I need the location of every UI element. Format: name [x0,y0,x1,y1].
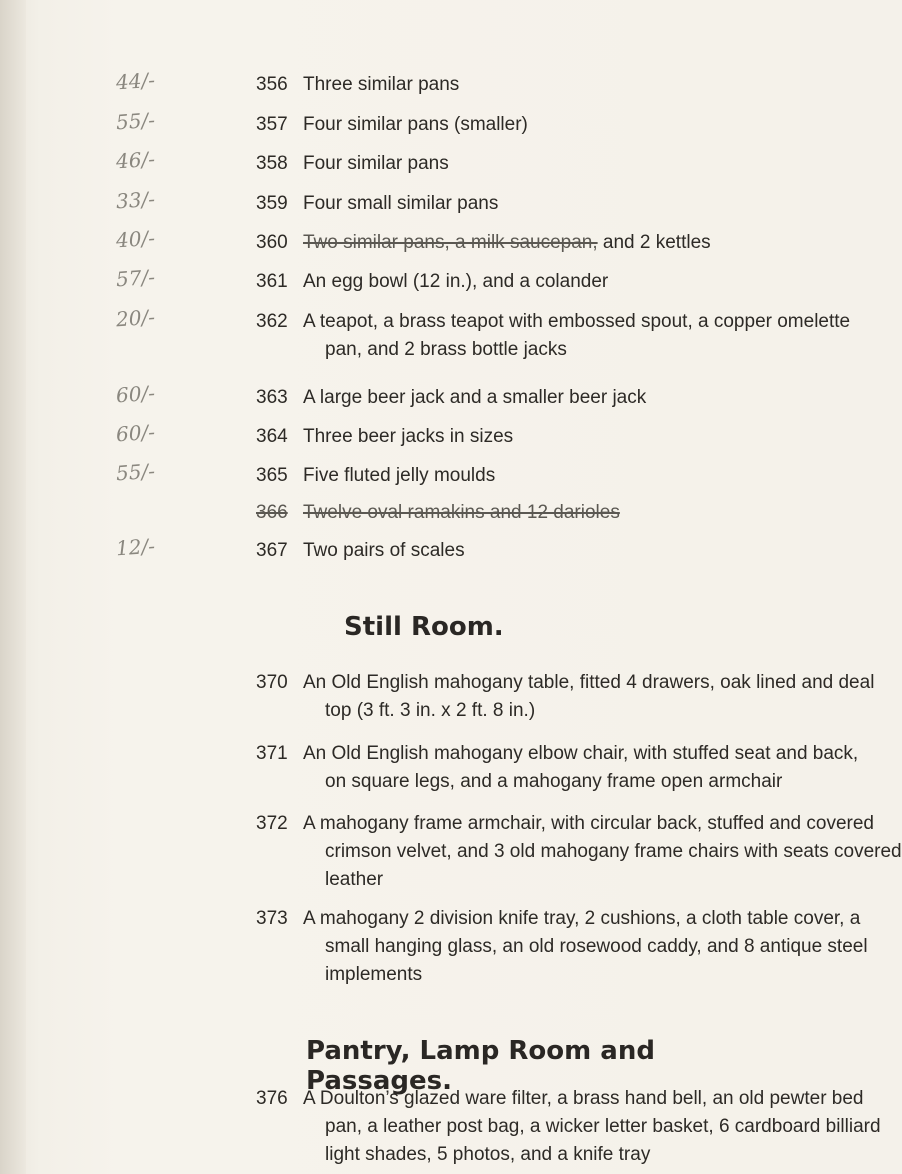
handwritten-price-mark: 57/- [115,264,156,292]
lot-number: 357 [256,114,288,135]
lot-356 [115,67,776,98]
handwritten-price-mark: 40/- [115,225,156,253]
lot-number: 371 [256,743,288,764]
lot-description: Four similar pans [303,153,449,174]
lot-description-struck: Twelve oval ramakins and 12 darioles [303,502,620,523]
lot-number: 370 [256,672,288,693]
lot-376 [256,1086,881,1170]
handwritten-price-mark: 44/- [115,67,156,95]
lot-362 [115,304,851,365]
lot-371 [256,741,859,797]
lot-372 [256,811,902,895]
lot-number: 361 [256,271,288,292]
page-edge [0,0,26,1174]
lot-description: A Doulton’s glazed ware filter, a brass hand bell, an old pewter bed [303,1088,864,1109]
lot-description: An egg bowl (12 in.), and a colander [303,271,609,292]
lot-359 [115,186,776,217]
lot-number: 359 [256,193,288,214]
struck-text: Two similar pans, a milk saucepan, [303,232,598,253]
handwritten-price-mark: 46/- [115,146,156,174]
lot-number: 376 [256,1088,288,1109]
lot-363 [115,380,776,411]
lot-number: 366 [256,502,288,523]
handwritten-price-mark: 60/- [115,380,156,408]
handwritten-price-mark: 55/- [115,458,156,486]
lot-365 [115,458,776,489]
lot-description-continued: light shades, 5 photos, and a knife tray [325,1144,651,1165]
lot-number: 360 [256,232,288,253]
remaining-text: and 2 kettles [597,232,711,253]
lot-description: An Old English mahogany elbow chair, with stuffed seat and back, [303,743,859,764]
lot-description: Three beer jacks in sizes [303,426,514,447]
lot-number: 363 [256,387,288,408]
lot-description-continued: leather [325,869,384,890]
section-title-still-room: Still Room. [344,612,504,642]
lot-number: 362 [256,311,288,332]
lot-366 [116,500,776,526]
lot-361 [115,264,776,295]
lot-description-continued: crimson velvet, and 3 old mahogany frame chairs with seats covered [325,841,902,862]
lot-description: Two pairs of scales [303,540,465,561]
lot-description-continued: pan, a leather post bag, a wicker letter basket, 6 cardboard billiard [325,1116,881,1137]
lot-description: A mahogany 2 division knife tray, 2 cushions, a cloth table cover, a [303,908,861,929]
lot-number: 356 [256,74,288,95]
lot-description: A large beer jack and a smaller beer jack [303,387,647,408]
lot-description [303,230,711,256]
lot-367 [115,533,776,564]
lot-description-continued: small hanging glass, an old rosewood caddy, and 8 antique steel [325,936,868,957]
section-title-pantry: Pantry, Lamp Room and Passages. [306,1036,655,1096]
handwritten-price-mark: 20/- [115,304,156,332]
lot-358 [115,146,776,177]
lot-357 [115,107,776,138]
lot-373 [256,906,868,990]
lot-description-continued: on square legs, and a mahogany frame open armchair [325,771,783,792]
lot-360 [115,225,786,256]
lot-description: An Old English mahogany table, fitted 4 drawers, oak lined and deal [303,672,875,693]
lot-description: Five fluted jelly moulds [303,465,496,486]
lot-description-continued: pan, and 2 brass bottle jacks [325,339,567,360]
lot-number: 358 [256,153,288,174]
lot-number: 364 [256,426,288,447]
lot-description: Four small similar pans [303,193,499,214]
lot-description: Three similar pans [303,74,460,95]
lot-number: 372 [256,813,288,834]
handwritten-price-mark: 12/- [115,533,156,561]
lot-description-continued: implements [325,964,423,985]
handwritten-price-mark: 60/- [115,419,156,447]
lot-number: 373 [256,908,288,929]
lot-370 [256,670,875,726]
lot-description: A mahogany frame armchair, with circular back, stuffed and covered [303,813,874,834]
handwritten-price-mark: 33/- [115,186,156,214]
lot-description-continued: top (3 ft. 3 in. x 2 ft. 8 in.) [325,700,536,721]
lot-number: 365 [256,465,288,486]
lot-description: A teapot, a brass teapot with embossed spout, a copper omelette [303,311,851,332]
lot-description: Four similar pans (smaller) [303,114,528,135]
lot-364 [115,419,776,450]
lot-number: 367 [256,540,288,561]
handwritten-price-mark: 55/- [115,107,156,135]
